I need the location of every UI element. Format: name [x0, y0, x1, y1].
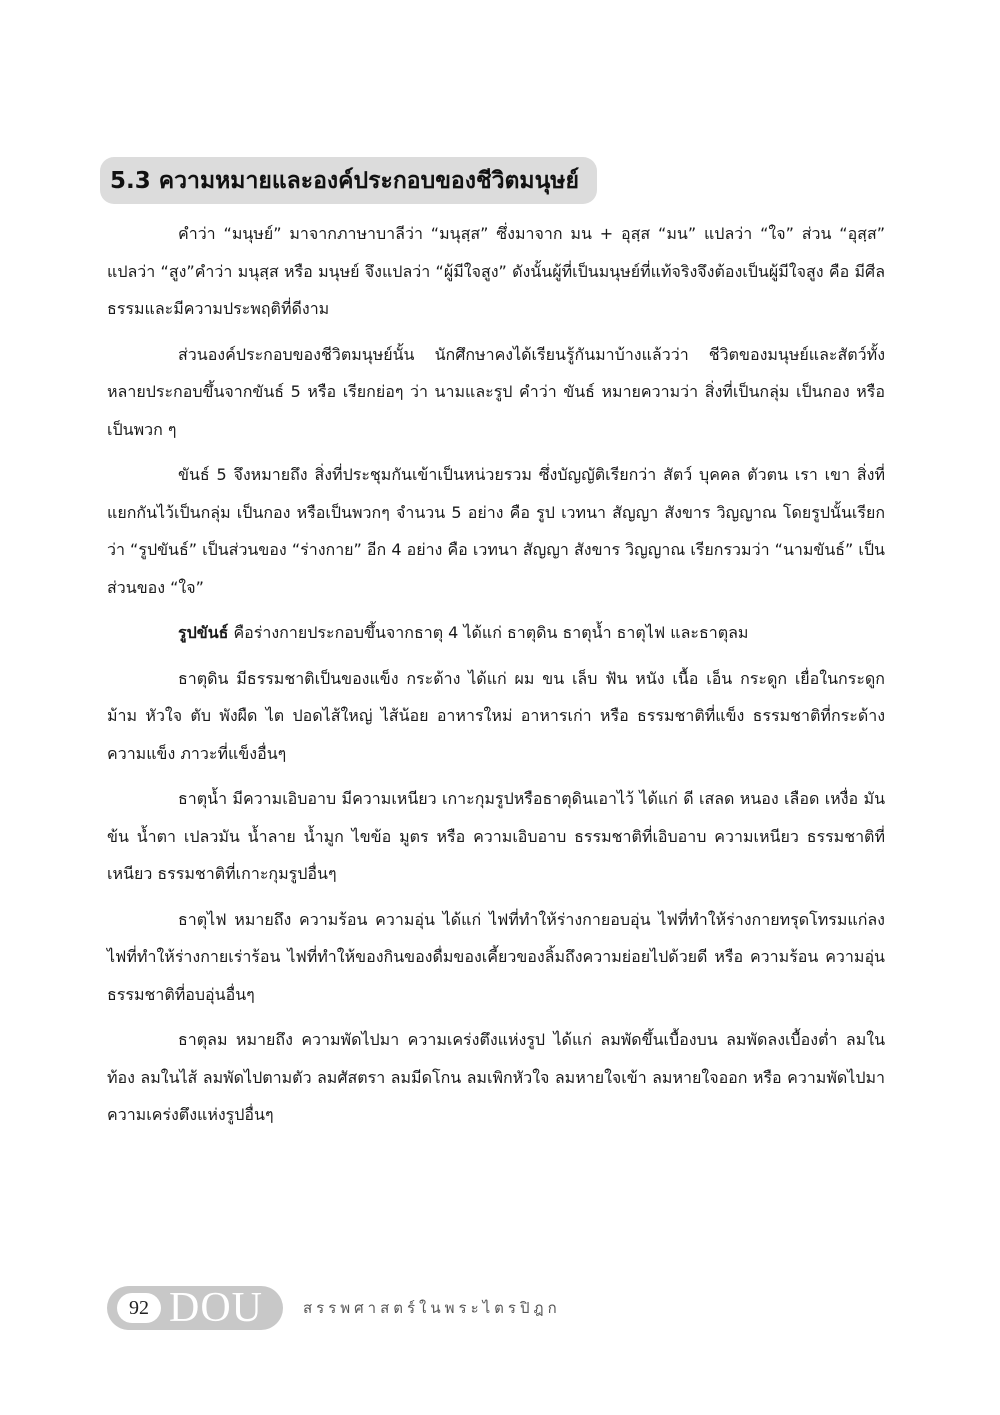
paragraph-water-element: ธาตุน้ำ มีความเอิบอาบ มีความเหนียว เกาะกุมรูปหรือธาตุดินเอาไว้ ได้แก่ ดี เสลด หนอง เลือด เหงื่อ มันข้น น้ำตา เปลวมัน น้ำลาย น้ำมูก ไขข้อ มูตร หรือ ความเอิบอาบ ธรรมชาติที่เอิบอาบ ความเหนียว ธรรมชาติที่เหนียว ธรรมชาติที่เกาะกุมรูปอื่นๆ [107, 789, 886, 883]
paragraph-rupa-khandha-text: คือร่างกายประกอบขึ้นจากธาตุ 4 ได้แก่ ธาตุดิน ธาตุน้ำ ธาตุไฟ และธาตุลม [228, 623, 749, 642]
paragraph-components-of-life: ส่วนองค์ประกอบของชีวิตมนุษย์นั้น นักศึกษาคงได้เรียนรู้กันมาบ้างแล้วว่า ชีวิตของมนุษย์และสัตว์ทั้งหลายประกอบขึ้นจากขันธ์ 5 หรือ เรียกย่อๆ ว่า นามและรูป คำว่า ขันธ์ หมายความว่า สิ่งที่เป็นกลุ่ม เป็นกอง หรือเป็นพวก ๆ [107, 344, 885, 439]
paragraph-wind-element: ธาตุลม หมายถึง ความพัดไปมา ความเคร่งตึงแห่งรูป ได้แก่ ลมพัดขึ้นเบื้องบน ลมพัดลงเบื้องต่ำ ลมในท้อง ลมในไส้ ลมพัดไปตามตัว ลมศัสตรา ลมมีดโกน ลมเพิกหัวใจ ลมหายใจเข้า ลมหายใจออก หรือ ความพัดไปมา ความเคร่งตึงแห่งรูปอื่นๆ [107, 1030, 885, 1124]
paragraph-rupa-khandha [107, 614, 885, 652]
page-number: 92 [117, 1293, 161, 1323]
paragraph-meaning-of-human: คำว่า “มนุษย์” มาจากภาษาบาลีว่า “มนุสฺส” ซึ่งมาจาก มน + อุสฺส “มน” แปลว่า “ใจ” ส่วน “อุสฺส” แปลว่า “สูง”คำว่า มนุสฺส หรือ มนุษย์ จึงแปลว่า “ผู้มีใจสูง” ดังนั้นผู้ที่เป็นมนุษย์ที่แท้จริงจึงต้องเป็นผู้มีใจสูง คือ มีศีลธรรมและมีความประพฤติที่ดีงาม [107, 224, 885, 318]
page-footer [107, 1286, 561, 1330]
body-text [107, 215, 885, 1142]
dou-logo: DOU [169, 1285, 263, 1331]
term-rupa-khandha: รูปขันธ์ [178, 623, 229, 642]
footer-badge [107, 1286, 283, 1330]
book-title: สรรพศาสตร์ในพระไตรปิฎก [303, 1299, 561, 1317]
section-heading [100, 157, 597, 204]
paragraph-five-aggregates: ขันธ์ 5 จึงหมายถึง สิ่งที่ประชุมกันเข้าเป็นหน่วยรวม ซึ่งบัญญัติเรียกว่า สัตว์ บุคคล ตัวตน เรา เขา สิ่งที่แยกกันไว้เป็นกลุ่ม เป็นกอง หรือเป็นพวกๆ จำนวน 5 อย่าง คือ รูป เวทนา สัญญา สังขาร วิญญาณ โดยรูปนั้นเรียกว่า “รูปขันธ์” เป็นส่วนของ “ร่างกาย” อีก 4 อย่าง คือ เวทนา สัญญา สังขาร วิญญาณ เรียกรวมว่า “นามขันธ์” เป็นส่วนของ “ใจ” [107, 465, 885, 597]
paragraph-fire-element: ธาตุไฟ หมายถึง ความร้อน ความอุ่น ได้แก่ ไฟที่ทำให้ร่างกายอบอุ่น ไฟที่ทำให้ร่างกายทรุดโทรมแก่ลง ไฟที่ทำให้ร่างกายเร่าร้อน ไฟที่ทำให้ของกินของดื่มของเคี้ยวของลิ้มถึงความย่อยไปด้วยดี หรือ ความร้อน ความอุ่น ธรรมชาติที่อบอุ่นอื่นๆ [107, 909, 885, 1004]
paragraph-earth-element: ธาตุดิน มีธรรมชาติเป็นของแข็ง กระด้าง ได้แก่ ผม ขน เล็บ ฟัน หนัง เนื้อ เอ็น กระดูก เยื่อในกระดูก ม้าม หัวใจ ตับ พังผืด ไต ปอดไส้ใหญ่ ไส้น้อย อาหารใหม่ อาหารเก่า หรือ ธรรมชาติที่แข็ง ธรรมชาติที่กระด้าง ความแข็ง ภาวะที่แข็งอื่นๆ [107, 668, 885, 763]
section-heading-text: 5.3 ความหมายและองค์ประกอบของชีวิตมนุษย์ [110, 167, 579, 194]
